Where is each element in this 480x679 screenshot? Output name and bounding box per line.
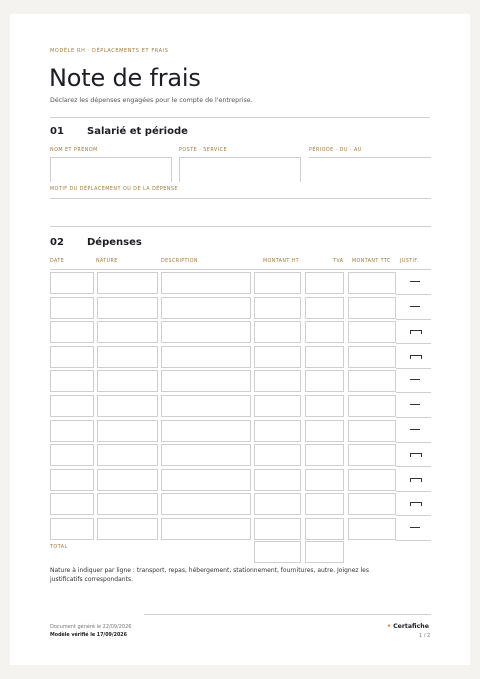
receipt-checkbox-icon[interactable]	[410, 355, 422, 359]
receipt-checkbox-icon[interactable]	[410, 478, 422, 482]
row-rule	[396, 417, 431, 418]
col-amount-ttc: MONTANT TTC	[352, 259, 391, 264]
name-label: NOM ET PRÉNOM	[50, 148, 98, 153]
row-rule	[396, 294, 431, 295]
amount-ht-cell[interactable]	[254, 272, 301, 294]
amount-ttc-cell[interactable]	[348, 444, 396, 466]
amount-ttc-cell[interactable]	[348, 272, 396, 294]
section-title: Salarié et période	[87, 126, 188, 137]
total-amount-ht[interactable]	[254, 541, 301, 563]
reason-label: MOTIF DU DÉPLACEMENT OU DE LA DÉPENSE	[50, 187, 178, 192]
date-cell[interactable]	[50, 370, 94, 392]
section-number: 01	[50, 126, 64, 137]
row-rule	[396, 343, 431, 344]
receipt-checkbox-icon[interactable]	[410, 330, 422, 334]
date-cell[interactable]	[50, 346, 94, 368]
description-cell[interactable]	[161, 469, 251, 491]
date-cell[interactable]	[50, 272, 94, 294]
tva-cell[interactable]	[305, 346, 344, 368]
amount-ht-cell[interactable]	[254, 493, 301, 515]
page-subtitle: Déclarez les dépenses engagées pour le compte de l'entreprise.	[50, 97, 253, 104]
header-rule	[50, 269, 431, 270]
eyebrow: MODÈLE RH · DÉPLACEMENTS ET FRAIS	[50, 48, 169, 54]
nature-cell[interactable]	[97, 321, 158, 343]
nature-cell[interactable]	[97, 444, 158, 466]
receipt-dash-icon[interactable]	[410, 281, 420, 285]
amount-ht-cell[interactable]	[254, 370, 301, 392]
date-cell[interactable]	[50, 297, 94, 319]
amount-ht-cell[interactable]	[254, 444, 301, 466]
nature-cell[interactable]	[97, 395, 158, 417]
date-cell[interactable]	[50, 493, 94, 515]
amount-ttc-cell[interactable]	[348, 493, 396, 515]
amount-ttc-cell[interactable]	[348, 321, 396, 343]
col-nature: NATURE	[96, 259, 118, 264]
date-cell[interactable]	[50, 469, 94, 491]
amount-ttc-cell[interactable]	[348, 346, 396, 368]
receipt-dash-icon[interactable]	[410, 429, 420, 433]
date-cell[interactable]	[50, 420, 94, 442]
nature-cell[interactable]	[97, 469, 158, 491]
brand-logo	[387, 623, 429, 630]
description-cell[interactable]	[161, 346, 251, 368]
col-tva: TVA	[333, 259, 344, 264]
amount-ht-cell[interactable]	[254, 518, 301, 540]
document-page	[10, 14, 470, 665]
page-title: Note de frais	[49, 64, 201, 92]
row-rule	[396, 368, 431, 369]
section-number: 02	[50, 237, 64, 248]
nature-cell[interactable]	[97, 493, 158, 515]
description-cell[interactable]	[161, 272, 251, 294]
receipt-dash-icon[interactable]	[410, 404, 420, 408]
tva-cell[interactable]	[305, 493, 344, 515]
receipt-dash-icon[interactable]	[410, 527, 420, 531]
date-cell[interactable]	[50, 444, 94, 466]
page-number: 1 / 2	[419, 633, 431, 639]
amount-ht-cell[interactable]	[254, 395, 301, 417]
col-description: DESCRIPTION	[161, 259, 198, 264]
nature-cell[interactable]	[97, 370, 158, 392]
generated-date: Document généré le 22/09/2026	[50, 624, 132, 630]
footer-divider	[144, 614, 431, 615]
amount-ttc-cell[interactable]	[348, 297, 396, 319]
section-title: Dépenses	[87, 237, 142, 248]
nature-cell[interactable]	[97, 297, 158, 319]
nature-cell[interactable]	[97, 346, 158, 368]
amount-ttc-cell[interactable]	[348, 370, 396, 392]
row-rule	[396, 515, 431, 516]
total-label: TOTAL	[50, 545, 68, 550]
tva-cell[interactable]	[305, 518, 344, 540]
tva-cell[interactable]	[305, 272, 344, 294]
nature-cell[interactable]	[97, 272, 158, 294]
verified-date: Modèle vérifié le 17/09/2026	[50, 633, 127, 638]
amount-ht-cell[interactable]	[254, 321, 301, 343]
tva-cell[interactable]	[305, 321, 344, 343]
nature-cell[interactable]	[97, 420, 158, 442]
row-rule	[396, 319, 431, 320]
period-label: PÉRIODE · DU · AU	[309, 148, 362, 153]
description-cell[interactable]	[161, 370, 251, 392]
brand-name: Certafiche	[393, 623, 429, 630]
description-cell[interactable]	[161, 518, 251, 540]
col-date: DATE	[50, 259, 65, 264]
amount-ttc-cell[interactable]	[348, 420, 396, 442]
amount-ttc-cell[interactable]	[348, 469, 396, 491]
amount-ht-cell[interactable]	[254, 297, 301, 319]
tva-cell[interactable]	[305, 444, 344, 466]
description-cell[interactable]	[161, 395, 251, 417]
amount-ttc-cell[interactable]	[348, 395, 396, 417]
description-cell[interactable]	[161, 420, 251, 442]
note-text: Nature à indiquer par ligne : transport, repas, hébergement, stationnement, fournitures, autre. Joignez les justificatifs correspondants.	[50, 567, 369, 583]
tva-cell[interactable]	[305, 370, 344, 392]
date-cell[interactable]	[50, 518, 94, 540]
description-cell[interactable]	[161, 493, 251, 515]
tva-cell[interactable]	[305, 395, 344, 417]
amount-ht-cell[interactable]	[254, 346, 301, 368]
col-justif: JUSTIF.	[400, 259, 419, 264]
col-amount-ht: MONTANT HT	[263, 259, 299, 264]
row-rule	[396, 491, 431, 492]
brand-dot-icon: •	[387, 623, 391, 630]
receipt-checkbox-icon[interactable]	[410, 453, 422, 457]
amount-ttc-cell[interactable]	[348, 518, 396, 540]
amount-ht-cell[interactable]	[254, 469, 301, 491]
date-cell[interactable]	[50, 395, 94, 417]
receipt-dash-icon[interactable]	[410, 306, 420, 310]
description-cell[interactable]	[161, 321, 251, 343]
row-rule	[396, 442, 431, 443]
row-rule	[396, 466, 431, 467]
position-label: POSTE · SERVICE	[179, 148, 227, 153]
tva-cell[interactable]	[305, 420, 344, 442]
receipt-checkbox-icon[interactable]	[410, 502, 422, 506]
total-tva[interactable]	[305, 541, 344, 563]
amount-ht-cell[interactable]	[254, 420, 301, 442]
row-rule	[396, 392, 431, 393]
receipt-dash-icon[interactable]	[410, 379, 420, 383]
description-cell[interactable]	[161, 297, 251, 319]
description-cell[interactable]	[161, 444, 251, 466]
row-rule	[396, 540, 431, 541]
nature-cell[interactable]	[97, 518, 158, 540]
tva-cell[interactable]	[305, 469, 344, 491]
date-cell[interactable]	[50, 321, 94, 343]
tva-cell[interactable]	[305, 297, 344, 319]
